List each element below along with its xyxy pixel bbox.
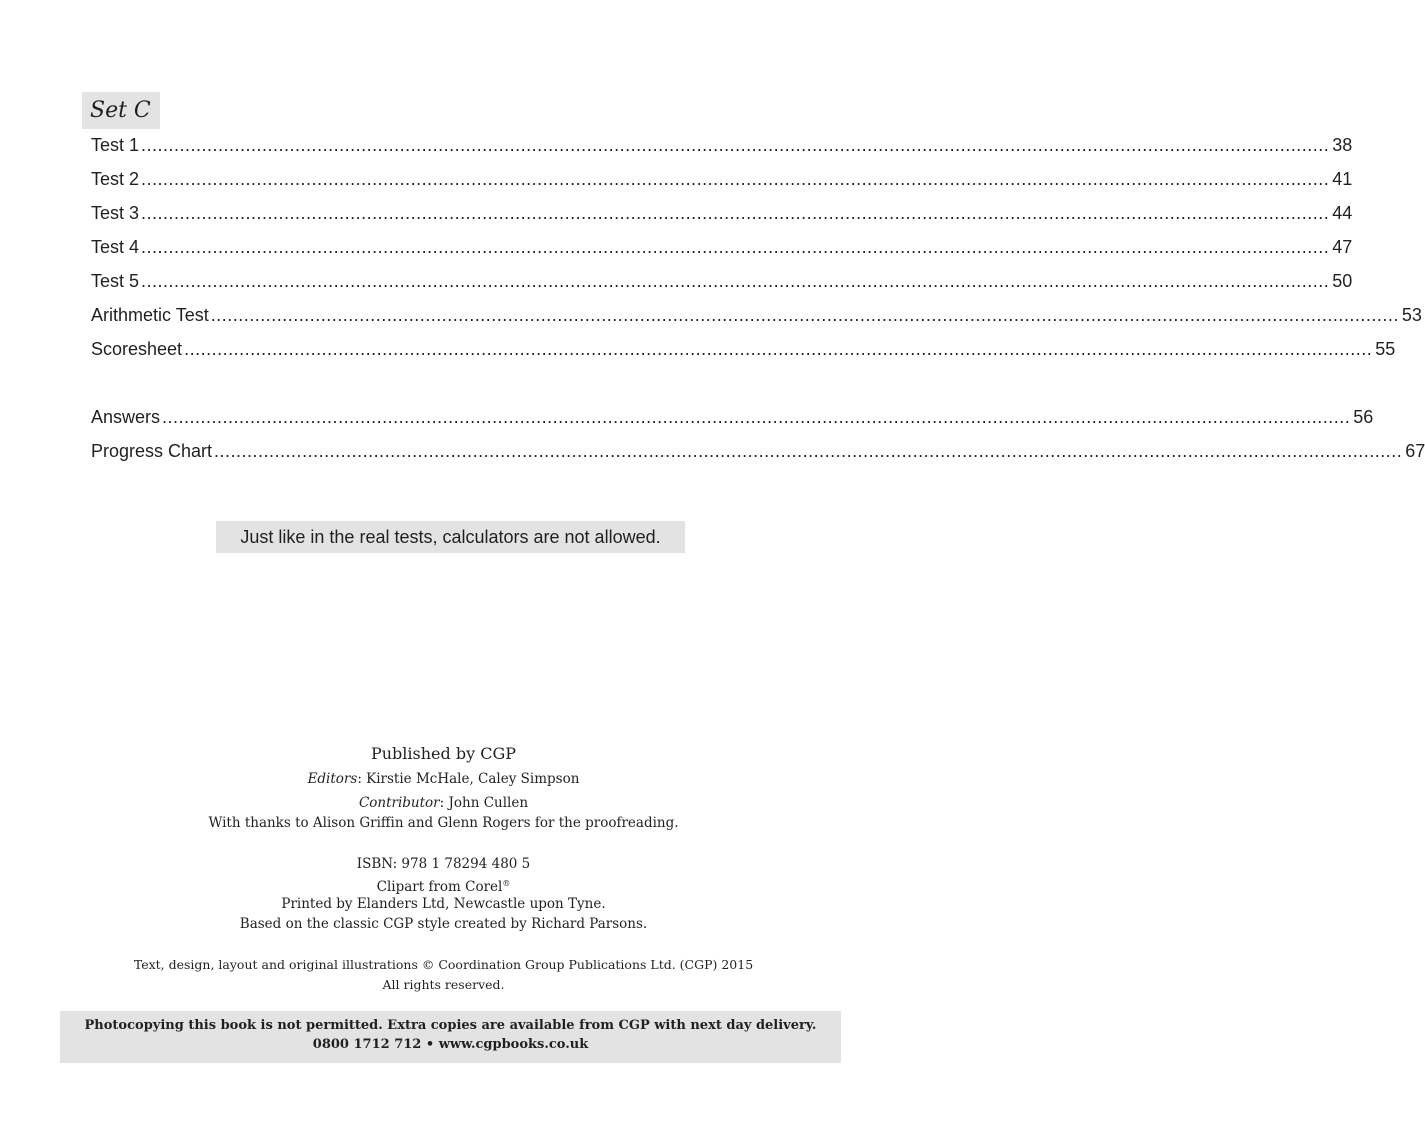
toc-row-test-1 (91, 135, 1353, 169)
calculator-note: Just like in the real tests, calculators are not allowed. (216, 521, 685, 553)
set-heading: Set C (82, 92, 160, 129)
toc-row-arithmetic-test (91, 305, 1422, 339)
style-credit-line: Based on the classic CGP style created by Richard Parsons. (239, 916, 648, 932)
toc-page: 55 (1375, 339, 1396, 359)
contact-line: 0800 1712 712 • www.cgpbooks.co.uk (312, 1037, 589, 1052)
contributor-line (0, 793, 887, 813)
printer-line: Printed by Elanders Ltd, Newcastle upon Tyne. (281, 896, 606, 912)
toc-page: 47 (1332, 237, 1353, 257)
toc-leader: ........................................................................................................................................................................................................................ (214, 441, 1403, 461)
toc-leader: ........................................................................................................................................................................................................................ (210, 305, 1399, 325)
toc-row-answers (91, 407, 1374, 441)
clipart-text: Clipart from Corel (376, 879, 503, 895)
isbn-line: ISBN: 978 1 78294 480 5 (356, 856, 531, 872)
toc-row-test-3 (91, 203, 1353, 237)
rights-line: All rights reserved. (382, 977, 505, 992)
toc-leader: ........................................................................................................................................................................................................................ (184, 339, 1373, 359)
toc-page: 53 (1401, 305, 1422, 325)
toc-title: Test 2 (91, 169, 140, 189)
toc-title: Answers (91, 407, 161, 427)
editors-names: : Kirstie McHale, Caley Simpson (357, 771, 580, 787)
toc-row-test-2 (91, 169, 1353, 203)
contributor-label: Contributor (358, 795, 440, 811)
toc-page: 67 (1405, 441, 1425, 461)
photocopy-notice-text: Photocopying this book is not permitted. Extra copies are available from CGP with next day delivery. (84, 1018, 817, 1033)
toc-leader: ........................................................................................................................................................................................................................ (141, 237, 1330, 257)
thanks-line: With thanks to Alison Griffin and Glenn Rogers for the proofreading. (208, 815, 679, 831)
toc-leader: ........................................................................................................................................................................................................................ (162, 407, 1351, 427)
toc-leader: ........................................................................................................................................................................................................................ (141, 203, 1330, 223)
toc-page: 41 (1332, 169, 1353, 189)
toc-leader: ........................................................................................................................................................................................................................ (141, 169, 1330, 189)
editors-label: Editors (307, 771, 358, 787)
toc-title: Test 1 (91, 135, 140, 155)
toc-title: Arithmetic Test (91, 305, 209, 325)
photocopy-notice (60, 1011, 841, 1063)
toc-title: Test 4 (91, 237, 140, 257)
toc-row-test-5 (91, 271, 1353, 305)
publisher-line: Published by CGP (370, 744, 516, 763)
toc-page: 50 (1332, 271, 1353, 291)
toc-title: Test 5 (91, 271, 140, 291)
toc-row-progress-chart (91, 441, 1425, 475)
editors-line (0, 769, 887, 789)
table-of-contents (91, 135, 1425, 475)
toc-title: Progress Chart (91, 441, 213, 461)
toc-row-scoresheet (91, 339, 1396, 373)
contributor-name: : John Cullen (439, 795, 529, 811)
toc-page: 38 (1332, 135, 1353, 155)
toc-row-test-4 (91, 237, 1353, 271)
toc-page: 44 (1332, 203, 1353, 223)
copyright-line: Text, design, layout and original illustrations © Coordination Group Publications Ltd. (CGP) 2015 (133, 957, 754, 972)
toc-title: Scoresheet (91, 339, 183, 359)
registered-mark: ® (502, 879, 511, 888)
toc-leader: ........................................................................................................................................................................................................................ (141, 271, 1330, 291)
toc-title: Test 3 (91, 203, 140, 223)
toc-leader: ........................................................................................................................................................................................................................ (141, 135, 1330, 155)
toc-page: 56 (1353, 407, 1374, 427)
